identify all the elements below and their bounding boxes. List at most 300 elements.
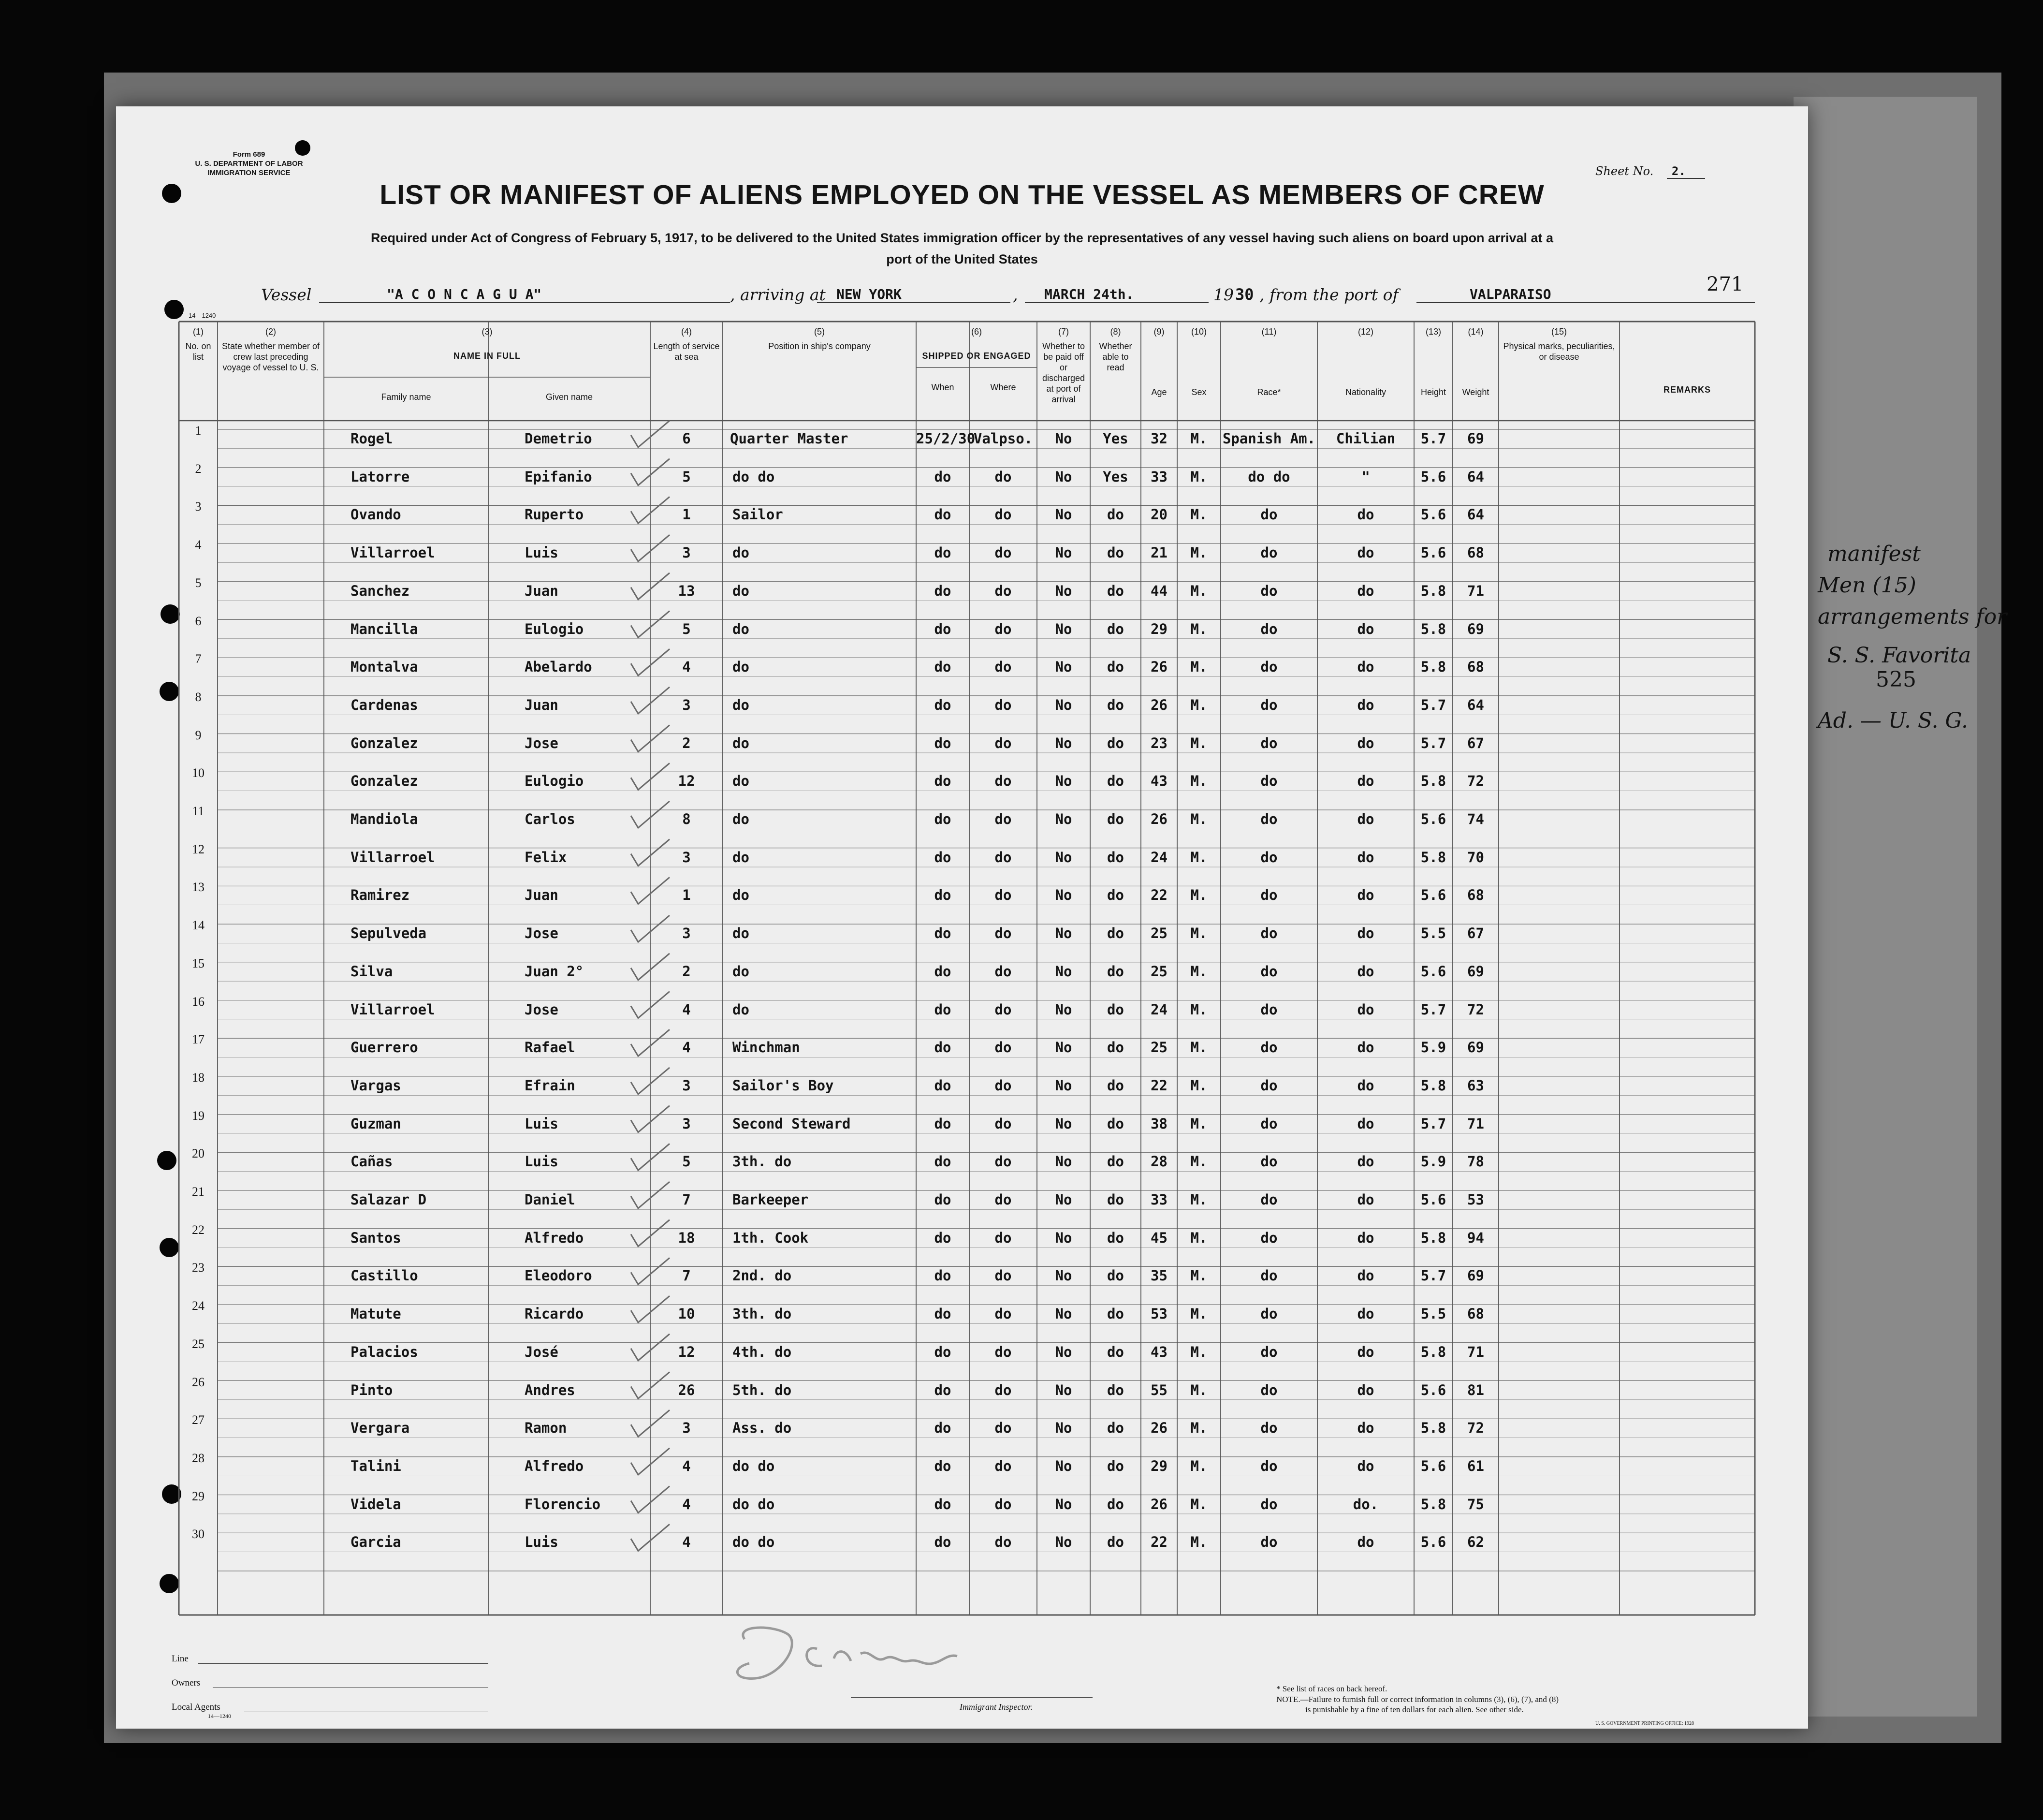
- cell-sex: M.: [1190, 1039, 1208, 1056]
- cell-read: do: [1107, 620, 1124, 637]
- cell-service: 12: [678, 1343, 695, 1360]
- cell-race: do: [1260, 1077, 1278, 1094]
- column-header-c15: Physical marks, peculiarities, or disease: [1503, 341, 1615, 362]
- cell-height: 5.6: [1420, 1191, 1446, 1208]
- row-number: 19: [192, 1108, 204, 1123]
- cell-weight: 72: [1467, 1001, 1484, 1018]
- cell-sex: M.: [1190, 506, 1208, 523]
- cell-weight: 94: [1467, 1229, 1484, 1246]
- cell-position: do: [732, 887, 749, 904]
- cell-family: Ramirez: [350, 887, 410, 904]
- cell-read: do: [1107, 925, 1124, 942]
- cell-position: do: [732, 734, 749, 751]
- cell-paid: No: [1055, 1115, 1072, 1132]
- crew-table: [116, 106, 1808, 1729]
- cell-position: Sailor: [732, 506, 783, 523]
- cell-age: 53: [1151, 1306, 1167, 1322]
- cell-nationality: do.: [1353, 1496, 1379, 1512]
- cell-family: Vergara: [350, 1420, 410, 1437]
- cell-given: Ramon: [525, 1420, 567, 1437]
- row-number: 21: [192, 1185, 204, 1199]
- cell-nationality: do: [1357, 773, 1374, 790]
- cell-sex: M.: [1190, 1267, 1208, 1284]
- cell-weight: 67: [1467, 925, 1484, 942]
- cell-race: do: [1260, 659, 1278, 675]
- cell-weight: 71: [1467, 1115, 1484, 1132]
- cell-where: do: [994, 1343, 1012, 1360]
- cell-where: do: [994, 1153, 1012, 1170]
- manifest-page: Form 689 U. S. DEPARTMENT OF LABOR IMMIGRATION SERVICE Sheet No. 2. LIST OR MANIFEST OF ALIENS EMPLOYED ON THE VESSEL AS MEMBERS OF CREW Required under Act of Congress of February 5, 1917, to be delivered to the United States immigration officer by the representatives of any vessel having such aliens on board upon arrival at a port of the United States 271 Vessel "A C O N C A G U A" , arriving at NEW YORK , MARCH 24th. 19 30 , from the port of VALPARAISO 14—1240 (1) No. on list (2) State whether member of crew last preceding voyage of vessel to U. S. (3) NAME IN FULL (4) Length of service at sea (5) Position in ship's company (6) SHIPPED OR ENGAGED (7) Whether to be paid off or discharged at port of arrival (8) Whether able to read (9) Age (10) Sex (11) Race* (12) Nationality (13) Height (14) Weight (15) Physical marks, peculiarities, or disease REMARKS Family name Given name When Where 1 Rogel Demetrio 6 Quarter Master 25/2/30 Valpso. No Yes 32 M. Spanish Am. Chilian 5.7 69 2 Latorre Epifanio 5 do do do do No Yes 33 M. do do " 5.6 64 3 Ovando Ruperto 1 Sailor do do No do 20 M. do do 5.6 64 4 Villarroel Luis 3 do do do No do 21 M. do do 5.6 68 5 Sanchez Juan 13 do do do No do 44 M. do do 5.8 71 6 Mancilla Eulogio 5 do do do No do 29 M. do do 5.8 69 7 Montalva Abelardo 4 do do do No do 26 M. do do 5.8 68 8 Cardenas Juan 3 do do do No do 26 M. do do 5.7 64 9 Gonzalez Jose 2 do do do No do 23 M. do do 5.7 67 10 Gonzalez Eulogio 12 do do do No do 43 M. do do 5.8 72 11 Mandiola Carlos 8 do do do No do 26 M. do do 5.6 74 12 Villarroel Felix 3 do do do No do 24 M. do do 5.8 70 13 Ramirez Juan 1 do do do No do 22 M. do do 5.6 68 14 Sepulveda Jose 3 do do do No do 25 M. do do 5.5 67 15 Silva Juan 2° 2 do do do No do 25 M. do do 5.6 69 16 Villarroel Jose 4 do do do No do 24 M. do do 5.7 72 17 Guerrero Rafael 4 Winchman do do No do 25 M. do do 5.9 69 18 Vargas Efrain 3 Sailor's Boy do do No do 22 M. do do 5.8 63 19 Guzman Luis 3 Second Steward do do No do 38 M. do do 5.7 71 20 Cañas Luis 5 3th. do do do No do 28 M. do do 5.9 78 21 Salazar D Daniel 7 Barkeeper do do No do 33 M. do do 5.6 53 22 Santos Alfredo 18 1th. Cook do do No do 45 M. do do 5.8 94 23 Castillo Eleodoro 7 2nd. do do do No do 35 M. do do 5.7 69 24 Matute Ricardo 10 3th. do do do No do 53 M. do do 5.5 68 25 Palacios José 12 4th. do do do No do 43 M. do do 5.8 71 26 Pinto Andres 26 5th. do do do No do 55 M. do do 5.6 81 27 Vergara Ramon 3 Ass. do do do No do 26 M. do do 5.8 72 28 Talini Alfredo 4 do do do do No do 29 M. do do 5.6 61 29 Videla Florencio 4 do do do do No do 26 M. do do. 5.8 75 30 Garcia Luis 4 do do do do No do 22 M. do do 5.6 62 Line Owners Local Agents 14—1240 Immigrant Inspector. * See list of races on back hereof. NOTE.—Failure to furnish full or correct information in columns (3), (6), (7), and (8) is punishable by a fine of ten dollars for each alien. See other side. U. S. GOVERNMENT PRINTING OFFICE: 1928: [116, 106, 1808, 1729]
- cell-race: do: [1260, 506, 1278, 523]
- cell-where: do: [994, 1420, 1012, 1437]
- cell-height: 5.6: [1420, 1534, 1446, 1551]
- cell-read: do: [1107, 1229, 1124, 1246]
- column-number-c5: (5): [814, 327, 825, 337]
- cell-service: 4: [682, 659, 691, 675]
- cell-family: Castillo: [350, 1267, 418, 1284]
- cell-sex: M.: [1190, 887, 1208, 904]
- cell-where: do: [994, 773, 1012, 790]
- cell-nationality: do: [1357, 1381, 1374, 1398]
- row-number: 6: [195, 614, 202, 628]
- cell-race: do do: [1248, 468, 1290, 485]
- cell-read: do: [1107, 734, 1124, 751]
- cell-age: 21: [1151, 544, 1167, 561]
- cell-paid: No: [1055, 1306, 1072, 1322]
- cell-paid: No: [1055, 1496, 1072, 1512]
- cell-nationality: do: [1357, 1229, 1374, 1246]
- cell-race: do: [1260, 773, 1278, 790]
- cell-family: Palacios: [350, 1343, 418, 1360]
- cell-weight: 78: [1467, 1153, 1484, 1170]
- cell-nationality: do: [1357, 620, 1374, 637]
- cell-height: 5.8: [1420, 659, 1446, 675]
- cell-sex: M.: [1190, 734, 1208, 751]
- row-number: 18: [192, 1070, 204, 1085]
- cell-sex: M.: [1190, 963, 1208, 980]
- cell-height: 5.7: [1420, 696, 1446, 713]
- cell-position: Winchman: [732, 1039, 800, 1056]
- cell-height: 5.7: [1420, 1115, 1446, 1132]
- cell-weight: 68: [1467, 544, 1484, 561]
- cell-race: do: [1260, 963, 1278, 980]
- side-note-4: S. S. Favorita: [1827, 643, 1971, 668]
- cell-paid: No: [1055, 659, 1072, 675]
- cell-given: Eleodoro: [525, 1267, 592, 1284]
- row-number: 11: [192, 804, 204, 818]
- print-code: 14—1240: [189, 312, 216, 319]
- column-number-c8: (8): [1110, 327, 1121, 337]
- cell-service: 4: [682, 1039, 691, 1056]
- page-number: 271: [1707, 273, 1744, 295]
- cell-family: Santos: [350, 1229, 401, 1246]
- cell-read: do: [1107, 1457, 1124, 1474]
- cell-height: 5.8: [1420, 1229, 1446, 1246]
- cell-race: do: [1260, 582, 1278, 599]
- cell-paid: No: [1055, 1420, 1072, 1437]
- cell-given: Eulogio: [525, 620, 584, 637]
- cell-where: do: [994, 659, 1012, 675]
- cell-nationality: do: [1357, 1153, 1374, 1170]
- cell-service: 7: [682, 1191, 691, 1208]
- cell-paid: No: [1055, 430, 1072, 447]
- column-number-c11: (11): [1261, 327, 1277, 337]
- cell-height: 5.8: [1420, 620, 1446, 637]
- cell-service: 1: [682, 887, 691, 904]
- vessel-name: "A C O N C A G U A": [387, 286, 542, 302]
- cell-race: do: [1260, 696, 1278, 713]
- cell-service: 12: [678, 773, 695, 790]
- year-prefix: 19: [1213, 285, 1234, 304]
- cell-sex: M.: [1190, 1534, 1208, 1551]
- cell-race: Spanish Am.: [1222, 430, 1316, 447]
- cell-race: do: [1260, 1115, 1278, 1132]
- row-number: 29: [192, 1489, 204, 1503]
- column-number-c1: (1): [193, 327, 204, 337]
- local-agents-label: Local Agents: [172, 1702, 220, 1712]
- cell-where: do: [994, 468, 1012, 485]
- column-number-c3: (3): [482, 327, 493, 337]
- cell-when: do: [934, 468, 951, 485]
- cell-where: do: [994, 1115, 1012, 1132]
- cell-given: Carlos: [525, 811, 575, 827]
- cell-nationality: do: [1357, 811, 1374, 827]
- cell-race: do: [1260, 1420, 1278, 1437]
- cell-when: do: [934, 620, 951, 637]
- cell-paid: No: [1055, 1534, 1072, 1551]
- cell-paid: No: [1055, 468, 1072, 485]
- row-number: 20: [192, 1146, 204, 1161]
- cell-age: 20: [1151, 506, 1167, 523]
- column-header-c6: SHIPPED OR ENGAGED: [922, 351, 1031, 361]
- cell-sex: M.: [1190, 544, 1208, 561]
- cell-paid: No: [1055, 1343, 1072, 1360]
- row-number: 5: [195, 575, 202, 590]
- cell-given: Ricardo: [525, 1306, 584, 1322]
- side-note-1: manifest: [1827, 542, 1921, 566]
- side-note-5: 525: [1876, 667, 1916, 692]
- cell-read: do: [1107, 506, 1124, 523]
- cell-height: 5.8: [1420, 582, 1446, 599]
- row-number: 22: [192, 1222, 204, 1237]
- cell-race: do: [1260, 1267, 1278, 1284]
- column-header-c5: Position in ship's company: [768, 341, 871, 351]
- cell-position: 3th. do: [732, 1306, 792, 1322]
- cell-read: do: [1107, 811, 1124, 827]
- cell-where: do: [994, 696, 1012, 713]
- cell-where: do: [994, 506, 1012, 523]
- cell-service: 4: [682, 1457, 691, 1474]
- cell-when: do: [934, 1457, 951, 1474]
- cell-sex: M.: [1190, 468, 1208, 485]
- cell-race: do: [1260, 1381, 1278, 1398]
- cell-where: do: [994, 1457, 1012, 1474]
- column-header-c13: Height: [1420, 387, 1446, 397]
- cell-position: 2nd. do: [732, 1267, 792, 1284]
- row-number: 2: [195, 461, 202, 476]
- arrival-date: MARCH 24th.: [1044, 286, 1134, 302]
- cell-nationality: do: [1357, 1534, 1374, 1551]
- cell-given: Juan: [525, 696, 558, 713]
- cell-read: do: [1107, 887, 1124, 904]
- cell-where: do: [994, 1306, 1012, 1322]
- form-identifier: Form 689 U. S. DEPARTMENT OF LABOR IMMIGRATION SERVICE: [195, 150, 303, 177]
- cell-given: José: [525, 1343, 558, 1360]
- cell-race: do: [1260, 1306, 1278, 1322]
- cell-when: 25/2/30: [916, 430, 976, 447]
- cell-given: Juan: [525, 582, 558, 599]
- cell-weight: 74: [1467, 811, 1484, 827]
- row-number: 28: [192, 1451, 204, 1465]
- cell-when: do: [934, 1229, 951, 1246]
- cell-service: 2: [682, 963, 691, 980]
- cell-given: Luis: [525, 1115, 558, 1132]
- cell-position: do: [732, 659, 749, 675]
- cell-nationality: do: [1357, 1115, 1374, 1132]
- cell-nationality: do: [1357, 659, 1374, 675]
- row-number: 13: [192, 880, 204, 895]
- from-port: VALPARAISO: [1470, 286, 1551, 302]
- cell-height: 5.6: [1420, 1457, 1446, 1474]
- cell-race: do: [1260, 1496, 1278, 1512]
- cell-when: do: [934, 1267, 951, 1284]
- cell-where: Valpso.: [973, 430, 1033, 447]
- cell-height: 5.7: [1420, 1267, 1446, 1284]
- cell-sex: M.: [1190, 1496, 1208, 1512]
- cell-when: do: [934, 963, 951, 980]
- cell-given: Florencio: [525, 1496, 601, 1512]
- cell-service: 5: [682, 468, 691, 485]
- cell-age: 22: [1151, 887, 1167, 904]
- column-header-c2: State whether member of crew last preceding voyage of vessel to U. S.: [221, 341, 320, 372]
- cell-nationality: do: [1357, 544, 1374, 561]
- cell-service: 7: [682, 1267, 691, 1284]
- cell-family: Matute: [350, 1306, 401, 1322]
- row-number: 26: [192, 1375, 204, 1389]
- cell-given: Felix: [525, 849, 567, 866]
- cell-race: do: [1260, 1534, 1278, 1551]
- owners-label: Owners: [172, 1678, 201, 1688]
- cell-sex: M.: [1190, 849, 1208, 866]
- cell-service: 2: [682, 734, 691, 751]
- cell-family: Mancilla: [350, 620, 418, 637]
- cell-nationality: do: [1357, 1457, 1374, 1474]
- cell-position: do do: [732, 1496, 775, 1512]
- arriving-label: , arriving at: [730, 285, 826, 304]
- cell-when: do: [934, 1343, 951, 1360]
- cell-read: do: [1107, 1191, 1124, 1208]
- cell-when: do: [934, 1534, 951, 1551]
- row-number: 9: [195, 728, 202, 742]
- column-header-c1: No. on list: [185, 341, 211, 362]
- cell-height: 5.8: [1420, 849, 1446, 866]
- row-number: 1: [195, 424, 202, 438]
- cell-age: 24: [1151, 849, 1167, 866]
- cell-sex: M.: [1190, 1077, 1208, 1094]
- cell-age: 26: [1151, 811, 1167, 827]
- sheet-label: Sheet No.: [1595, 164, 1654, 178]
- cell-given: Luis: [525, 1534, 558, 1551]
- cell-read: do: [1107, 1343, 1124, 1360]
- cell-height: 5.8: [1420, 1496, 1446, 1512]
- row-number: 7: [195, 652, 202, 666]
- column-number-c2: (2): [265, 327, 276, 337]
- cell-where: do: [994, 849, 1012, 866]
- cell-weight: 71: [1467, 1343, 1484, 1360]
- cell-read: do: [1107, 849, 1124, 866]
- cell-when: do: [934, 1191, 951, 1208]
- cell-service: 3: [682, 696, 691, 713]
- cell-weight: 70: [1467, 849, 1484, 866]
- cell-nationality: do: [1357, 1420, 1374, 1437]
- cell-weight: 61: [1467, 1457, 1484, 1474]
- cell-weight: 69: [1467, 1267, 1484, 1284]
- row-number: 15: [192, 956, 204, 970]
- page-subtitle: Required under Act of Congress of February 5, 1917, to be delivered to the United States immigration officer by the representatives of any vessel having such aliens on board upon arrival at a port of the United States: [370, 231, 1554, 266]
- cell-where: do: [994, 887, 1012, 904]
- cell-where: do: [994, 811, 1012, 827]
- cell-service: 3: [682, 1420, 691, 1437]
- cell-position: do: [732, 696, 749, 713]
- cell-race: do: [1260, 1457, 1278, 1474]
- cell-sex: M.: [1190, 1420, 1208, 1437]
- cell-family: Cañas: [350, 1153, 393, 1170]
- cell-read: do: [1107, 1039, 1124, 1056]
- column-header-c9: Age: [1151, 387, 1167, 397]
- cell-family: Gonzalez: [350, 773, 418, 790]
- cell-service: 26: [678, 1381, 695, 1398]
- cell-paid: No: [1055, 887, 1072, 904]
- row-number: 23: [192, 1261, 204, 1275]
- cell-where: do: [994, 1191, 1012, 1208]
- cell-paid: No: [1055, 1153, 1072, 1170]
- cell-service: 4: [682, 1534, 691, 1551]
- cell-nationality: do: [1357, 582, 1374, 599]
- cell-when: do: [934, 696, 951, 713]
- cell-paid: No: [1055, 1381, 1072, 1398]
- cell-paid: No: [1055, 1229, 1072, 1246]
- cell-position: do: [732, 544, 749, 561]
- row-number: 12: [192, 842, 204, 856]
- cell-read: do: [1107, 1306, 1124, 1322]
- cell-paid: No: [1055, 506, 1072, 523]
- cell-position: do: [732, 811, 749, 827]
- column-number-c4: (4): [681, 327, 692, 337]
- cell-where: do: [994, 1077, 1012, 1094]
- cell-nationality: do: [1357, 1001, 1374, 1018]
- cell-age: 35: [1151, 1267, 1167, 1284]
- column-number-c7: (7): [1058, 327, 1069, 337]
- side-note-3: arrangements for: [1818, 604, 2007, 629]
- cell-weight: 69: [1467, 620, 1484, 637]
- cell-family: Pinto: [350, 1381, 393, 1398]
- column-number-c13: (13): [1425, 327, 1441, 337]
- column-header-c14: Weight: [1462, 387, 1489, 397]
- cell-family: Ovando: [350, 506, 401, 523]
- cell-sex: M.: [1190, 659, 1208, 675]
- cell-age: 26: [1151, 1420, 1167, 1437]
- sheet-value: 2.: [1667, 164, 1705, 179]
- cell-position: do: [732, 582, 749, 599]
- cell-service: 3: [682, 1077, 691, 1094]
- cell-nationality: do: [1357, 849, 1374, 866]
- cell-nationality: do: [1357, 963, 1374, 980]
- column-header-c16: REMARKS: [1663, 385, 1711, 395]
- cell-sex: M.: [1190, 430, 1208, 447]
- cell-weight: 81: [1467, 1381, 1484, 1398]
- cell-when: do: [934, 1153, 951, 1170]
- cell-paid: No: [1055, 849, 1072, 866]
- cell-read: Yes: [1103, 468, 1128, 485]
- cell-sex: M.: [1190, 1001, 1208, 1018]
- cell-given: Rafael: [525, 1039, 575, 1056]
- cell-service: 4: [682, 1496, 691, 1512]
- races-note: * See list of races on back hereof.: [1276, 1684, 1387, 1693]
- cell-family: Garcia: [350, 1534, 401, 1551]
- cell-where: do: [994, 1039, 1012, 1056]
- cell-weight: 68: [1467, 887, 1484, 904]
- cell-sex: M.: [1190, 773, 1208, 790]
- cell-service: 6: [682, 430, 691, 447]
- cell-family: Sepulveda: [350, 925, 427, 942]
- row-number: 10: [192, 766, 204, 780]
- cell-nationality: do: [1357, 1267, 1374, 1284]
- column-header-where: Where: [990, 382, 1016, 392]
- cell-height: 5.5: [1420, 925, 1446, 942]
- cell-given: Luis: [525, 544, 558, 561]
- cell-family: Cardenas: [350, 696, 418, 713]
- column-header-c3: NAME IN FULL: [453, 351, 521, 361]
- cell-service: 18: [678, 1229, 695, 1246]
- cell-where: do: [994, 544, 1012, 561]
- cell-paid: No: [1055, 582, 1072, 599]
- arriving-port: NEW YORK: [836, 286, 902, 302]
- cell-age: 22: [1151, 1534, 1167, 1551]
- cell-height: 5.8: [1420, 1420, 1446, 1437]
- cell-sex: M.: [1190, 582, 1208, 599]
- cell-when: do: [934, 506, 951, 523]
- cell-weight: 67: [1467, 734, 1484, 751]
- cell-weight: 72: [1467, 1420, 1484, 1437]
- cell-given: Jose: [525, 925, 558, 942]
- cell-age: 26: [1151, 659, 1167, 675]
- cell-paid: No: [1055, 544, 1072, 561]
- cell-read: Yes: [1103, 430, 1128, 447]
- cell-age: 24: [1151, 1001, 1167, 1018]
- cell-position: do: [732, 773, 749, 790]
- cell-height: 5.9: [1420, 1153, 1446, 1170]
- cell-age: 33: [1151, 468, 1167, 485]
- cell-age: 25: [1151, 925, 1167, 942]
- row-number: 4: [195, 538, 202, 552]
- row-number: 27: [192, 1413, 204, 1427]
- cell-where: do: [994, 963, 1012, 980]
- row-number: 25: [192, 1336, 204, 1351]
- cell-given: Luis: [525, 1153, 558, 1170]
- cell-position: do: [732, 1001, 749, 1018]
- cell-position: 3th. do: [732, 1153, 792, 1170]
- cell-position: 4th. do: [732, 1343, 792, 1360]
- cell-sex: M.: [1190, 1343, 1208, 1360]
- cell-family: Talini: [350, 1457, 401, 1474]
- cell-when: do: [934, 1077, 951, 1094]
- cell-given: Alfredo: [525, 1229, 584, 1246]
- row-number: 30: [192, 1527, 204, 1541]
- cell-when: do: [934, 734, 951, 751]
- cell-height: 5.5: [1420, 1306, 1446, 1322]
- cell-position: Quarter Master: [730, 430, 848, 447]
- cell-race: do: [1260, 544, 1278, 561]
